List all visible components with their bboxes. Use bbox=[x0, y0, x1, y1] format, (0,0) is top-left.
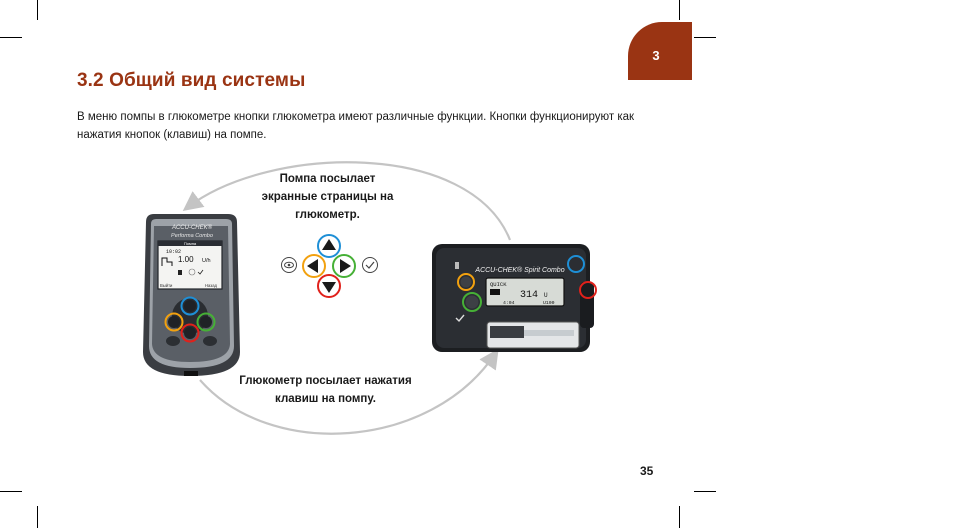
arrow-up-icon[interactable] bbox=[318, 235, 340, 257]
eye-menu-icon[interactable] bbox=[282, 258, 297, 273]
meter-left-button[interactable] bbox=[166, 314, 183, 331]
pump-device bbox=[432, 244, 596, 352]
caption-meter-to-pump: Глюкометр посылает нажатия клавиш на помпу. bbox=[239, 375, 412, 405]
intro-paragraph: В меню помпы в глюкометре кнопки глюкометра имеют различные функции. Кнопки функционируют как нажатия кнопок (клавиш) на помпе. bbox=[77, 111, 635, 141]
pump-ok-button[interactable] bbox=[463, 293, 481, 311]
meter-screen-unit: U/h bbox=[202, 258, 211, 264]
meter-screen-rate: 1.00 bbox=[178, 255, 194, 264]
meter-up-button[interactable] bbox=[182, 298, 199, 315]
meter-device bbox=[143, 214, 240, 376]
meter-screen-header: Помпа bbox=[183, 241, 197, 246]
page-number: 35 bbox=[640, 464, 654, 478]
pump-status-icon bbox=[455, 262, 459, 269]
meter-softkey-right: Назад bbox=[205, 283, 217, 288]
meter-strip-port bbox=[184, 371, 198, 376]
check-icon[interactable] bbox=[363, 258, 378, 273]
meter-down-button[interactable] bbox=[182, 325, 199, 342]
meter-brand: ACCU-CHEK® bbox=[171, 225, 213, 231]
meter-screen-time: 10:02 bbox=[166, 249, 182, 255]
pump-screen-mode: QUICK bbox=[490, 281, 507, 288]
caption-pump-to-meter: Помпа посылает экранные страницы на глюкометр. bbox=[261, 173, 394, 221]
pump-screen-bottom-right: U100 bbox=[543, 301, 555, 306]
arrow-right-icon[interactable] bbox=[333, 255, 355, 277]
arrow-left-icon[interactable] bbox=[303, 255, 325, 277]
meter-right-button[interactable] bbox=[198, 314, 215, 331]
meter-softkey-left: Выйти bbox=[160, 283, 173, 288]
pump-screen-bottom-left: 4:04 bbox=[503, 301, 515, 306]
pump-screen-value: 314 bbox=[520, 290, 539, 301]
pump-brand: ACCU-CHEK® Spirit Combo bbox=[475, 267, 565, 274]
meter-model: Performa Combo bbox=[171, 233, 213, 239]
chapter-tab-number: 3 bbox=[652, 48, 660, 63]
pump-screen-unit: U bbox=[544, 292, 548, 299]
pump-battery-icon bbox=[490, 289, 500, 295]
arrow-down-icon[interactable] bbox=[318, 275, 340, 297]
section-heading: 3.2 Общий вид системы bbox=[77, 70, 306, 91]
meter-battery-icon bbox=[178, 270, 182, 275]
key-panel bbox=[282, 235, 378, 297]
